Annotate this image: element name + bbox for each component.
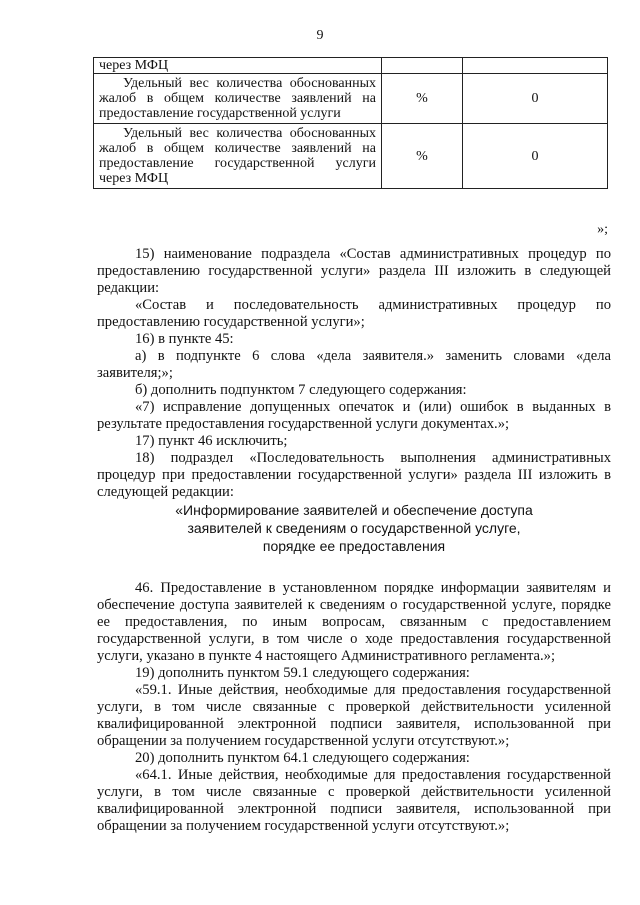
paragraph: «Состав и последовательность административных процедур по предоставлению государственной услуги»; <box>97 297 611 330</box>
table-row <box>94 58 608 74</box>
document-body <box>97 246 611 835</box>
table-cell-unit: % <box>382 74 463 124</box>
section-heading-line: заявителей к сведениям о государственной услуге, <box>187 520 521 536</box>
paragraph: 20) дополнить пунктом 64.1 следующего содержания: <box>135 750 470 766</box>
table-cell-indicator <box>94 74 382 124</box>
table-cell-value: 0 <box>463 74 608 124</box>
table-cell-indicator: через МФЦ <box>94 58 382 74</box>
paragraph: 16) в пункте 45: <box>135 331 234 347</box>
table-end-mark: »; <box>597 222 608 237</box>
table-row <box>94 74 608 124</box>
table-cell-indicator <box>94 124 382 189</box>
table-cell-unit: % <box>382 124 463 189</box>
indicator-text: Удельный вес количества обоснованных жалоб в общем количестве заявлений на предоставление государственной услуги <box>99 76 376 121</box>
spacer <box>97 555 611 580</box>
indicator-text: Удельный вес количества обоснованных жалоб в общем количестве заявлений на предоставление государственной услуги через МФЦ <box>99 126 376 186</box>
table-cell-value: 0 <box>463 124 608 189</box>
indicators-table <box>93 57 608 189</box>
paragraph: 46. Предоставление в установленном порядке информации заявителям и обеспечение доступа заявителей к сведениям о государственной услуге, порядке ее предоставления, по иным вопросам, связанным с предоставлением государственной услуги, в том числе о ходе предоставления государственной услуги, указано в пункте 4 настоящего Административного регламента.»; <box>97 580 611 664</box>
section-heading-line: «Информирование заявителей и обеспечение доступа <box>175 502 533 518</box>
paragraph: «7) исправление допущенных опечаток и (или) ошибок в выданных в результате предоставления государственной услуги документах.»; <box>97 399 611 432</box>
table-cell-value <box>463 58 608 74</box>
paragraph: б) дополнить подпунктом 7 следующего содержания: <box>135 382 467 398</box>
paragraph: а) в подпункте 6 слова «дела заявителя.» заменить словами «дела заявителя;»; <box>97 348 611 381</box>
paragraph: 18) подраздел «Последовательность выполнения административных процедур при предоставлении государственной услуги» раздела III изложить в следующей редакции: <box>97 450 611 500</box>
paragraph: «64.1. Иные действия, необходимые для предоставления государственной услуги, в том числе связанные с проверкой действительности усиленной квалифицированной электронной подписи заявителя, использованной при обращении за получением государственной услуги отсутствуют.»; <box>97 767 611 834</box>
paragraph: «59.1. Иные действия, необходимые для предоставления государственной услуги, в том числе связанные с проверкой действительности усиленной квалифицированной электронной подписи заявителя, использованной при обращении за получением государственной услуги отсутствуют.»; <box>97 682 611 749</box>
page-number: 9 <box>316 28 324 43</box>
table-cell-unit <box>382 58 463 74</box>
table-row <box>94 124 608 189</box>
paragraph: 15) наименование подраздела «Состав административных процедур по предоставлению государственной услуги» раздела III изложить в следующей редакции: <box>97 246 611 296</box>
paragraph: 17) пункт 46 исключить; <box>135 433 288 449</box>
section-heading-line: порядке ее предоставления <box>262 538 446 554</box>
paragraph: 19) дополнить пунктом 59.1 следующего содержания: <box>135 665 470 681</box>
